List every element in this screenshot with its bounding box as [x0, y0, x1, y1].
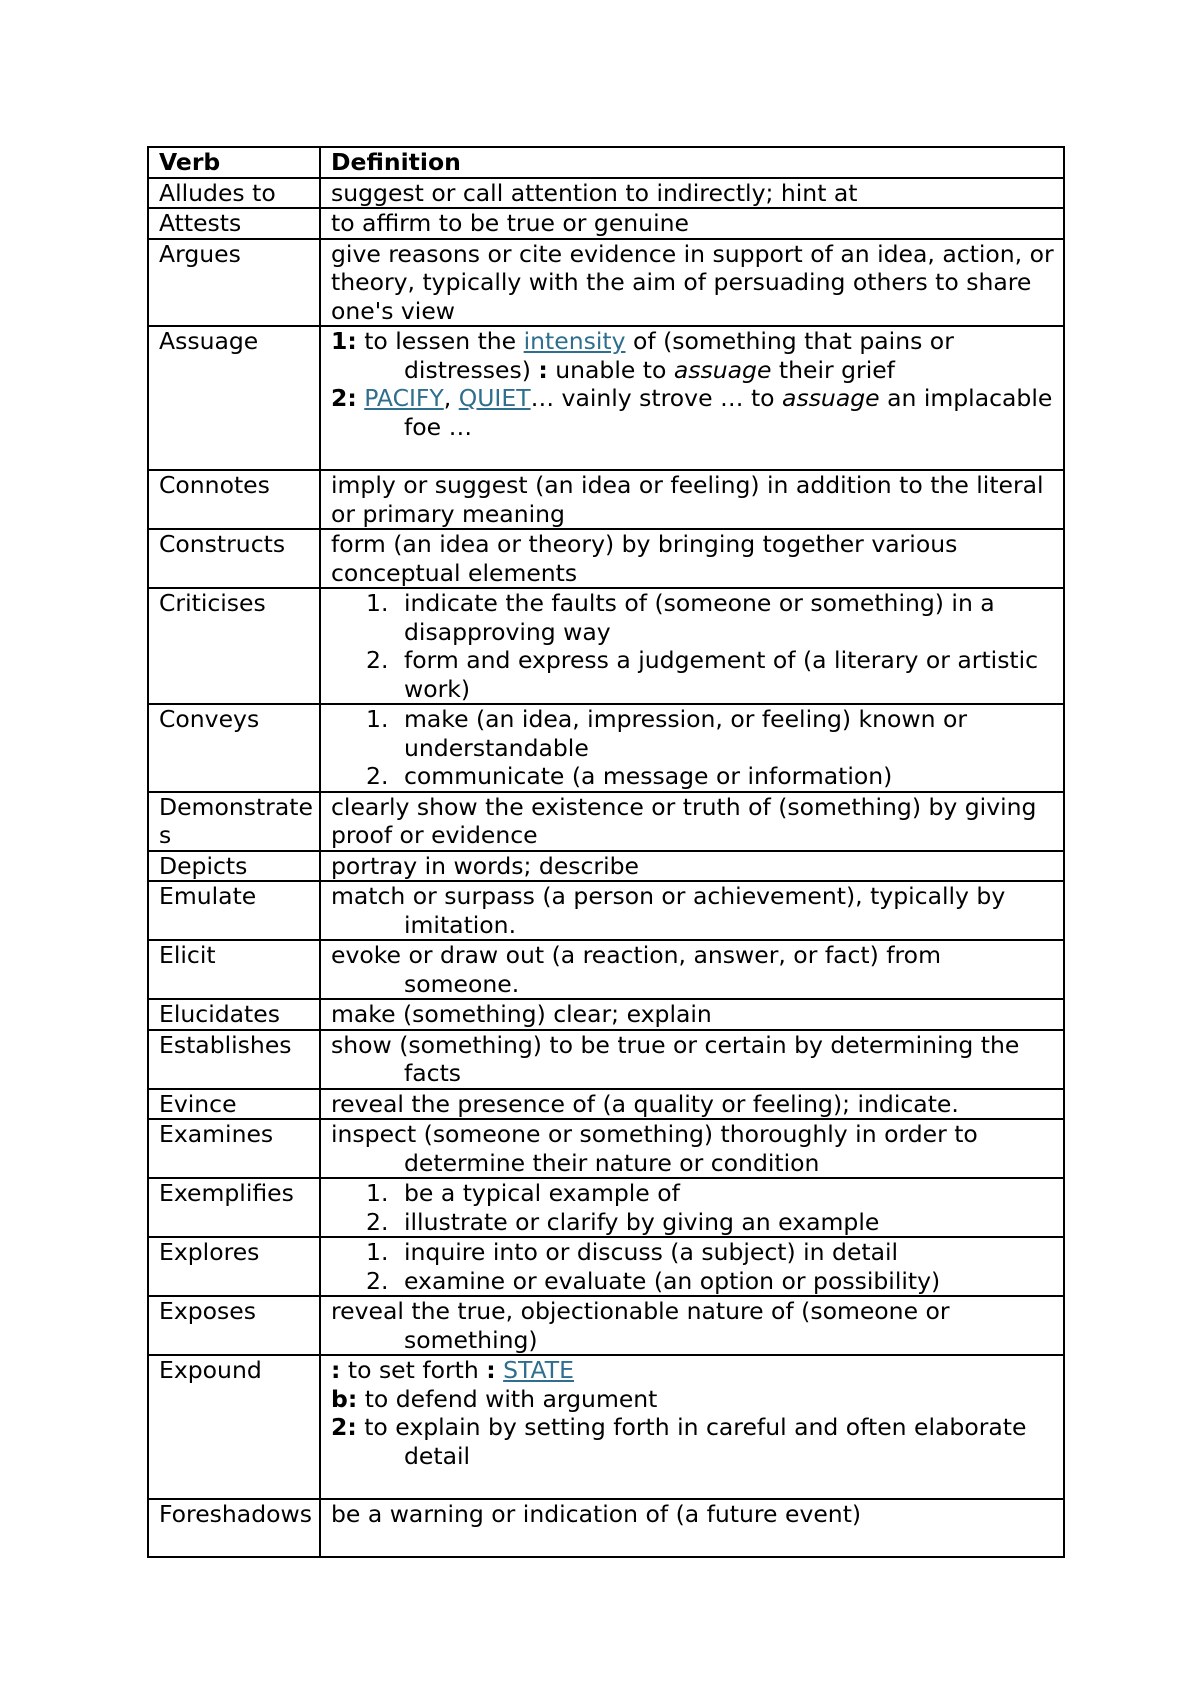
- verb-cell: Demonstrates: [148, 792, 320, 851]
- table-row: [148, 881, 1064, 940]
- sense-1: [331, 1356, 1063, 1385]
- table-row: [148, 208, 1064, 239]
- list-marker: 1.: [366, 589, 389, 617]
- verb-cell: Exposes: [148, 1296, 320, 1355]
- intensity-link[interactable]: intensity: [523, 327, 626, 355]
- definition-cell: give reasons or cite evidence in support of an idea, action, or theory, typically with the aim of persuading others to share one's view: [320, 239, 1064, 327]
- definition-cell: suggest or call attention to indirectly; hint at: [320, 178, 1064, 209]
- definition-cell: to affirm to be true or genuine: [320, 208, 1064, 239]
- table-row: [148, 326, 1064, 470]
- sense-2: [331, 1413, 1063, 1470]
- sense-number: 2:: [331, 384, 357, 412]
- verb-cell: Foreshadows: [148, 1499, 320, 1557]
- verb-cell: Constructs: [148, 529, 320, 588]
- sense-text: of (something that pains or distresses): [404, 327, 954, 384]
- list-marker: 2.: [366, 762, 389, 790]
- sense-2: [331, 384, 1063, 441]
- definition-cell: reveal the presence of (a quality or feeling); indicate.: [320, 1089, 1064, 1120]
- table-row: [148, 704, 1064, 792]
- definition-cell: make (something) clear; explain: [320, 999, 1064, 1030]
- list-item-text: make (an idea, impression, or feeling) known or understandable: [404, 705, 968, 762]
- header-verb: Verb: [148, 147, 320, 178]
- list-item: [331, 1267, 1063, 1296]
- verb-cell: Examines: [148, 1119, 320, 1178]
- list-item: [331, 762, 1063, 791]
- verb-cell: Assuage: [148, 326, 320, 470]
- definition-cell: [320, 588, 1064, 704]
- table-row: [148, 1030, 1064, 1089]
- sense-1: [331, 327, 1063, 384]
- definition-cell: [320, 1355, 1064, 1499]
- table-row: [148, 239, 1064, 327]
- sense-text: an implacable foe …: [404, 384, 1053, 441]
- sense-colon: :: [486, 1356, 496, 1384]
- definition-text: inspect (someone or something) thoroughly in order to determine their nature or condition: [331, 1120, 978, 1177]
- table-row: [148, 178, 1064, 209]
- definition-cell: [320, 1030, 1064, 1089]
- list-item-text: communicate (a message or information): [404, 762, 893, 790]
- verb-cell: Establishes: [148, 1030, 320, 1089]
- list-item: [331, 1208, 1063, 1237]
- definition-text: match or surpass (a person or achievement), typically by imitation.: [331, 882, 1006, 939]
- list-marker: 1.: [366, 1238, 389, 1266]
- sense-text: to defend with argument: [357, 1384, 658, 1413]
- list-item: [331, 589, 1063, 646]
- definition-cell: [320, 1119, 1064, 1178]
- definition-cell: imply or suggest (an idea or feeling) in addition to the literal or primary meaning: [320, 470, 1064, 529]
- quiet-link[interactable]: QUIET: [458, 384, 531, 412]
- definition-cell: clearly show the existence or truth of (something) by giving proof or evidence: [320, 792, 1064, 851]
- definition-text: evoke or draw out (a reaction, answer, or fact) from someone.: [331, 941, 941, 998]
- verb-cell: Depicts: [148, 851, 320, 882]
- list-item-text: examine or evaluate (an option or possibility): [404, 1266, 941, 1295]
- sense-text: to set forth: [340, 1356, 487, 1384]
- pacify-link[interactable]: PACIFY: [364, 384, 444, 412]
- table-row: [148, 1499, 1064, 1557]
- verb-cell: Expound: [148, 1355, 320, 1499]
- sense-text: to lessen the: [356, 327, 524, 355]
- list-item-text: be a typical example of: [404, 1179, 680, 1207]
- list-item: [331, 1238, 1063, 1267]
- definition-cell: be a warning or indication of (a future event): [320, 1499, 1064, 1557]
- sense-number: 1:: [331, 327, 357, 355]
- table-row: [148, 588, 1064, 704]
- table-row: [148, 1178, 1064, 1237]
- definition-text: reveal the true, objectionable nature of (someone or something): [331, 1297, 950, 1354]
- definition-cell: [320, 1178, 1064, 1237]
- table-row: [148, 792, 1064, 851]
- sense-text: unable to: [547, 355, 674, 384]
- sense-text: ,: [443, 384, 459, 412]
- list-marker: 2.: [366, 1266, 389, 1295]
- numbered-list: [331, 589, 1063, 703]
- list-marker: 2.: [366, 646, 389, 674]
- verb-cell: Argues: [148, 239, 320, 327]
- verb-cell: Elicit: [148, 940, 320, 999]
- numbered-list: [331, 1238, 1063, 1295]
- table-row: [148, 1089, 1064, 1120]
- verb-cell: Attests: [148, 208, 320, 239]
- sense-b: [331, 1385, 1063, 1414]
- sense-example-word: assuage: [673, 355, 772, 384]
- sense-colon: :: [538, 355, 548, 384]
- verb-cell: Alludes to: [148, 178, 320, 209]
- definition-text: show (something) to be true or certain by determining the facts: [331, 1030, 1020, 1087]
- definition-cell: [320, 940, 1064, 999]
- sense-text: their grief: [771, 355, 895, 384]
- table-row: [148, 851, 1064, 882]
- state-link[interactable]: STATE: [503, 1356, 575, 1384]
- definition-cell: form (an idea or theory) by bringing together various conceptual elements: [320, 529, 1064, 588]
- numbered-list: [331, 705, 1063, 791]
- definition-cell: [320, 704, 1064, 792]
- table-row: [148, 1296, 1064, 1355]
- verb-cell: Evince: [148, 1089, 320, 1120]
- list-marker: 1.: [366, 705, 389, 733]
- sense-number: 2:: [331, 1413, 357, 1441]
- verb-cell: Emulate: [148, 881, 320, 940]
- list-item: [331, 646, 1063, 703]
- list-item: [331, 705, 1063, 762]
- header-definition: Definition: [320, 147, 1064, 178]
- sense-text: to explain by setting forth in careful and often elaborate detail: [356, 1413, 1027, 1470]
- table-row: [148, 999, 1064, 1030]
- verb-definition-table: [147, 146, 1065, 1558]
- verb-cell: Conveys: [148, 704, 320, 792]
- table-row: [148, 1237, 1064, 1296]
- table-row: [148, 1355, 1064, 1499]
- table-row: [148, 1119, 1064, 1178]
- list-item-text: form and express a judgement of (a literary or artistic work): [404, 646, 1039, 703]
- verb-cell: Explores: [148, 1237, 320, 1296]
- verb-cell: Exemplifies: [148, 1178, 320, 1237]
- verb-cell: Connotes: [148, 470, 320, 529]
- table-row: [148, 470, 1064, 529]
- definition-cell: [320, 881, 1064, 940]
- numbered-list: [331, 1179, 1063, 1236]
- list-item: [331, 1179, 1063, 1208]
- list-marker: 1.: [366, 1179, 389, 1207]
- list-marker: 2.: [366, 1207, 389, 1236]
- definition-cell: portray in words; describe: [320, 851, 1064, 882]
- verb-cell: Criticises: [148, 588, 320, 704]
- list-item-text: indicate the faults of (someone or something) in a disapproving way: [404, 589, 995, 646]
- list-item-text: inquire into or discuss (a subject) in detail: [404, 1238, 899, 1266]
- table-row: [148, 529, 1064, 588]
- verb-cell: Elucidates: [148, 999, 320, 1030]
- sense-text: [496, 1356, 503, 1384]
- list-item-text: illustrate or clarify by giving an example: [404, 1207, 880, 1236]
- sense-colon: :: [331, 1356, 341, 1384]
- definition-cell: [320, 326, 1064, 470]
- table-row: [148, 940, 1064, 999]
- sense-text: … vainly strove … to: [530, 384, 783, 412]
- table-header-row: [148, 147, 1064, 178]
- sense-number: b:: [331, 1384, 358, 1413]
- sense-example-word: assuage: [782, 384, 880, 412]
- definition-cell: [320, 1237, 1064, 1296]
- definition-cell: [320, 1296, 1064, 1355]
